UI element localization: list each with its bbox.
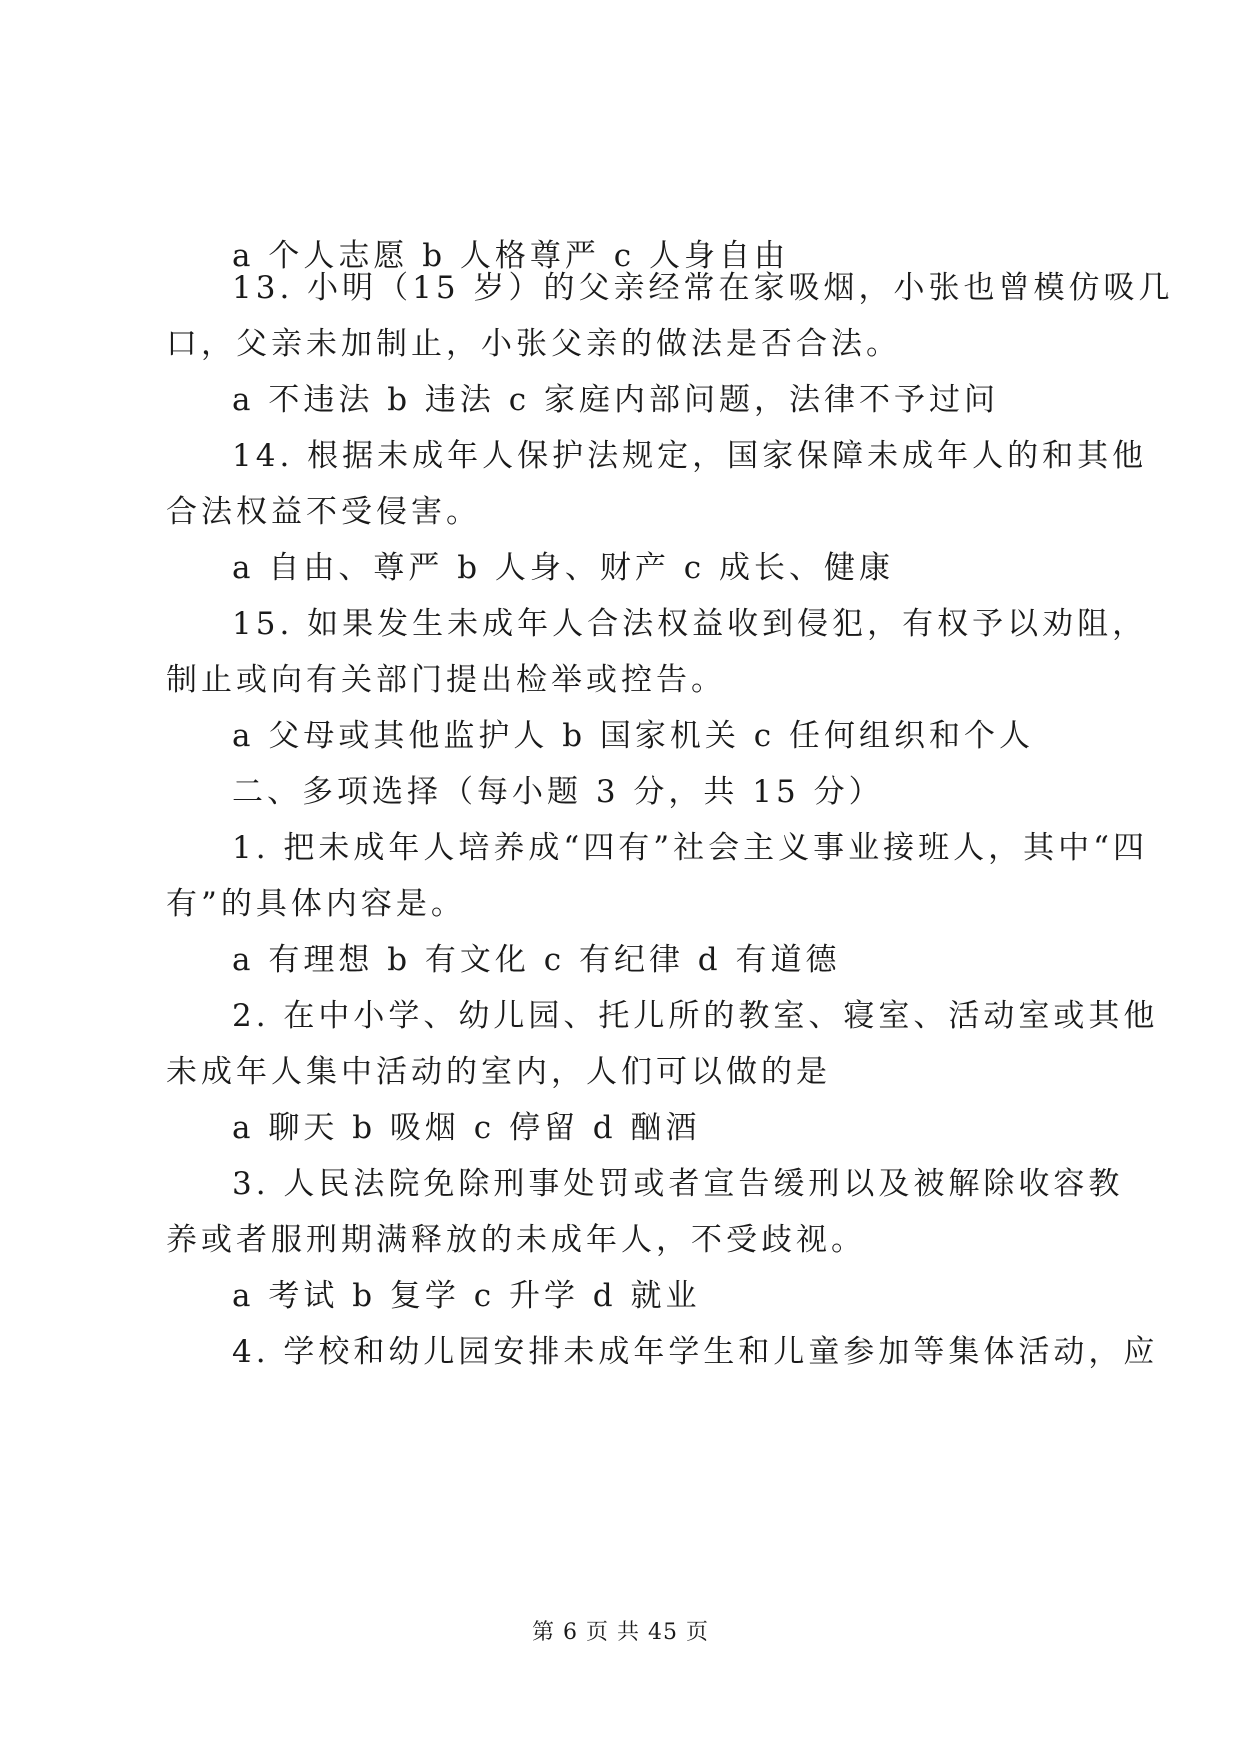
text-line: a 不违法 b 违法 c 家庭内部问题，法律不予过问 — [232, 382, 999, 418]
text-line: 合法权益不受侵害。 — [166, 494, 481, 530]
text-line: 3. 人民法院免除刑事处罚或者宣告缓刑以及被解除收容教 — [232, 1166, 1124, 1202]
text-line: a 聊天 b 吸烟 c 停留 d 酗酒 — [232, 1110, 701, 1146]
page-number-footer: 第 6 页 共 45 页 — [532, 1620, 709, 1645]
text-line: 口，父亲未加制止，小张父亲的做法是否合法。 — [166, 326, 901, 362]
text-line: a 自由、尊严 b 人身、财产 c 成长、健康 — [232, 550, 894, 586]
text-line: 14. 根据未成年人保护法规定，国家保障未成年人的和其他 — [232, 438, 1148, 474]
text-line: 4. 学校和幼儿园安排未成年学生和儿童参加等集体活动，应 — [232, 1334, 1159, 1370]
section-heading: 二、多项选择（每小题 3 分，共 15 分） — [232, 774, 884, 810]
text-line: 2. 在中小学、幼儿园、托儿所的教室、寝室、活动室或其他 — [232, 998, 1159, 1034]
text-line: 15. 如果发生未成年人合法权益收到侵犯，有权予以劝阻， — [232, 606, 1148, 642]
text-line: a 个人志愿 b 人格尊严 c 人身自由 — [232, 238, 789, 274]
text-line: 1. 把未成年人培养成“四有”社会主义事业接班人，其中“四 — [232, 830, 1148, 866]
text-line: 养或者服刑期满释放的未成年人，不受歧视。 — [166, 1222, 866, 1258]
text-line: 有”的具体内容是。 — [166, 886, 466, 922]
text-line: 13. 小明（15 岁）的父亲经常在家吸烟，小张也曾模仿吸几 — [232, 270, 1174, 306]
text-line: a 父母或其他监护人 b 国家机关 c 任何组织和个人 — [232, 718, 1034, 754]
text-line: a 有理想 b 有文化 c 有纪律 d 有道德 — [232, 942, 841, 978]
text-line: 未成年人集中活动的室内，人们可以做的是 — [166, 1054, 831, 1090]
text-line: a 考试 b 复学 c 升学 d 就业 — [232, 1278, 701, 1314]
text-line: 制止或向有关部门提出检举或控告。 — [166, 662, 726, 698]
